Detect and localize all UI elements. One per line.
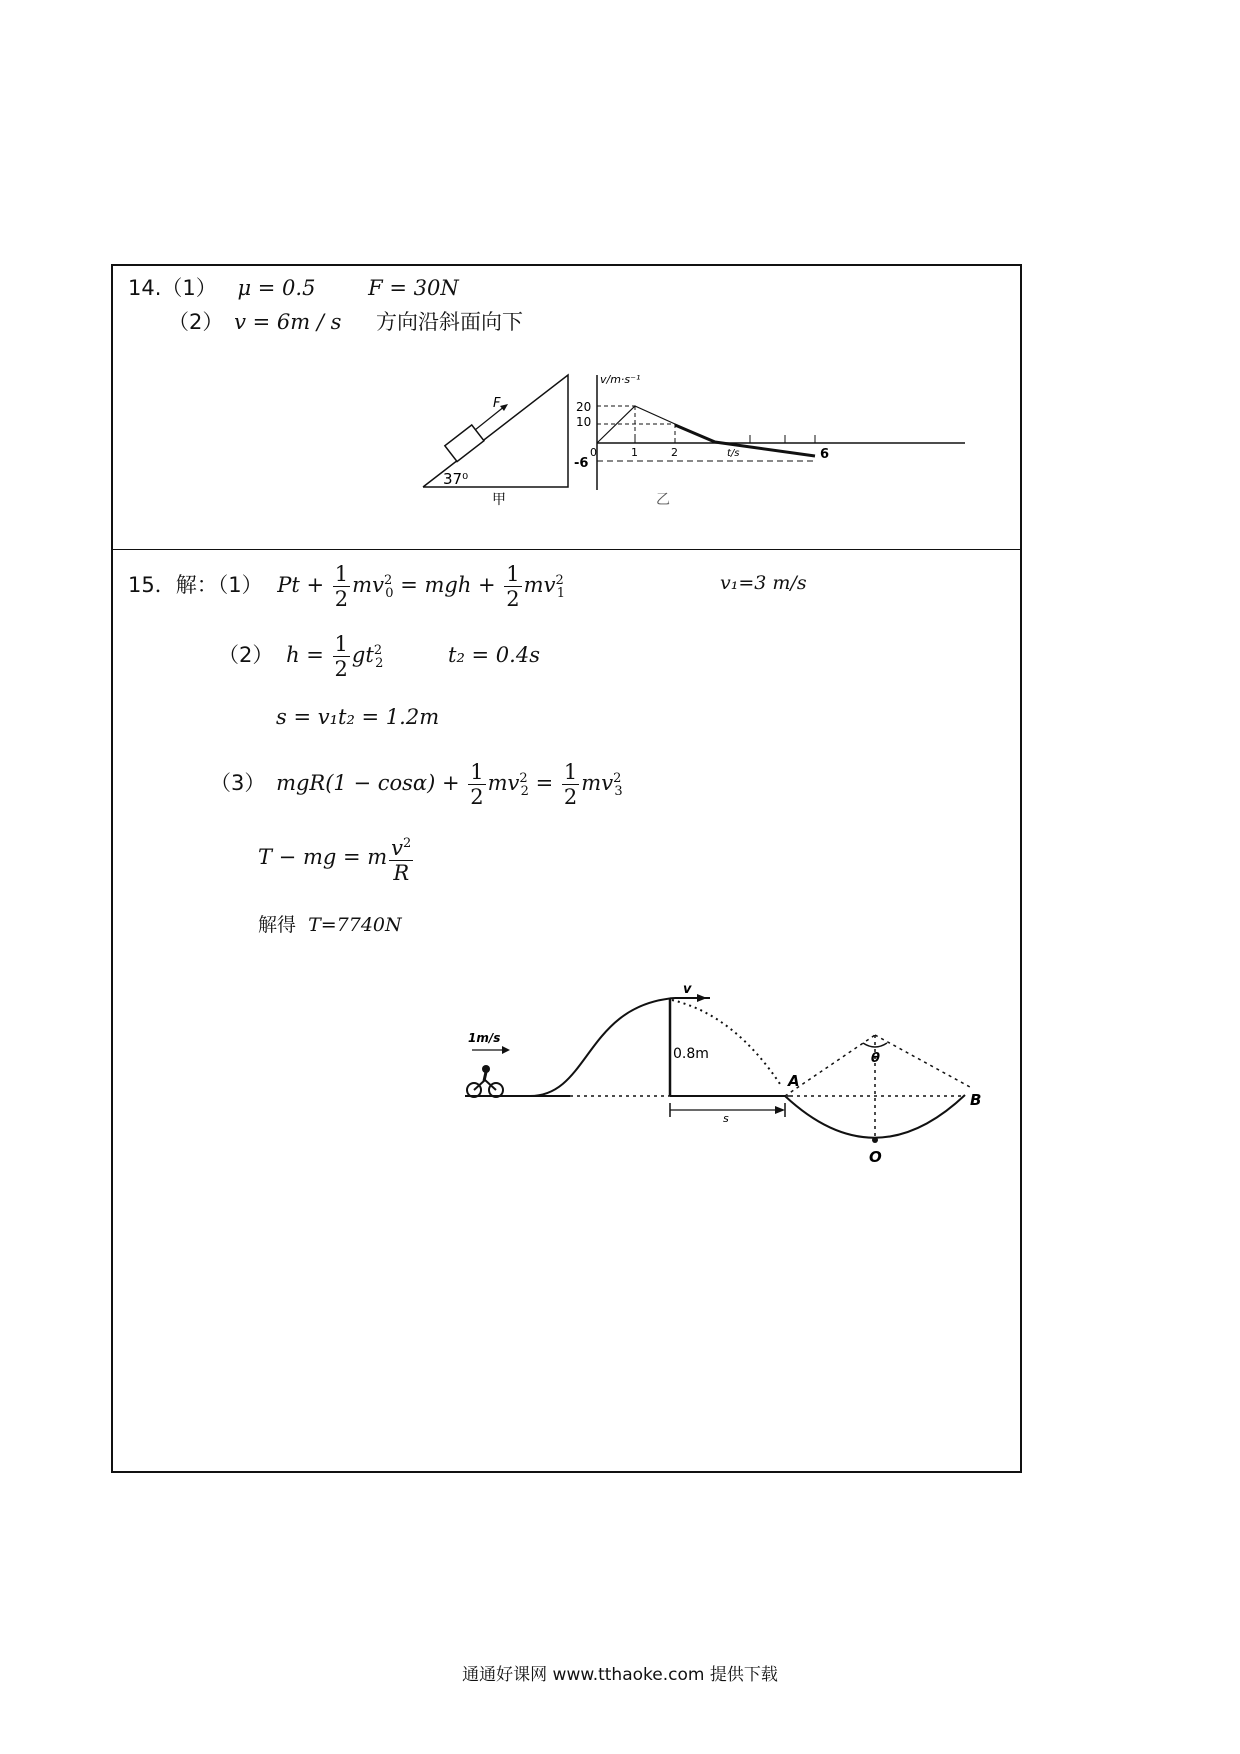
q15-answer-line [258, 910, 402, 937]
incline-figure [420, 370, 580, 510]
ramp-curve [530, 998, 675, 1096]
q14-label: 14.（1） [128, 276, 217, 300]
vt-tick-0: 0 [590, 446, 597, 459]
vt-tick-20: 20 [576, 400, 592, 414]
fraction-half: $\frac{1}{2}$ [334, 632, 348, 681]
track-s-label: s [723, 1112, 729, 1125]
track-figure [460, 975, 1020, 1190]
track-v-label: v [683, 982, 692, 997]
vt-tick-x6: 6 [820, 447, 830, 462]
vt-graph [570, 370, 970, 510]
q15-t2-result: t₂ = 0.4s [448, 643, 540, 667]
projectile-path [672, 1000, 782, 1087]
incline-angle-label: 37⁰ [443, 470, 469, 488]
vt-x-axis-label: t/s [727, 448, 740, 459]
point-b-label: B [970, 1091, 982, 1109]
q15-eq4-lhs: T − mg = m [258, 845, 388, 869]
vt-caption: 乙 [656, 492, 670, 508]
q15-s-result: s = v₁t₂ = 1.2m [276, 705, 440, 729]
incline-force-label: F [493, 396, 501, 411]
q15-eq1-mid: = mgh + [393, 573, 503, 597]
track-height-label: 0.8m [673, 1046, 709, 1062]
q15-eq3-mid: = [528, 771, 560, 795]
q15-v1-result: v₁=3 m/s [720, 572, 807, 594]
q15-answer-prefix: 解得 [258, 914, 297, 936]
point-a-label: A [788, 1072, 800, 1090]
q15-label: 15．解：（1） [128, 573, 263, 597]
vt-line-thick [675, 425, 815, 456]
vt-tick-x1: 1 [631, 446, 638, 459]
arc-track [785, 1095, 965, 1138]
incline-caption: 甲 [492, 492, 506, 508]
q15-line2: （2） h = $\frac{1}{2}$ $gt^2_2$ [218, 632, 384, 681]
q14-line2 [168, 306, 523, 336]
theta-label: θ [871, 1051, 880, 1066]
q15-line4 [258, 832, 415, 885]
fraction-half: $\frac{1}{2}$ [470, 760, 484, 809]
q14-line1 [128, 272, 459, 302]
fraction-v2-over-r: $\frac{v^2}{R}$ [389, 832, 413, 885]
q15-eq2: h = [286, 643, 331, 667]
footer-credit: 通通好课网 www.tthaoke.com 提供下载 [462, 1665, 778, 1685]
fraction-half: $\frac{1}{2}$ [563, 760, 578, 809]
vt-tick-x2: 2 [671, 446, 678, 459]
vt-tick-10: 10 [576, 415, 592, 429]
q15-answer: T=7740N [308, 914, 402, 936]
fraction-half: $\frac{1}{2}$ [506, 562, 520, 611]
q15-eq1-lhs: Pt + [277, 573, 331, 597]
cyclist-icon [467, 1065, 503, 1097]
fraction-half: $\frac{1}{2}$ [334, 562, 349, 611]
q15-line3: （3） mgR(1 − cosα) + $\frac{1}{2}$ $mv^2_2$ = $\frac{1}{2}$ $mv^2_3$ [210, 760, 623, 809]
q14-velocity: v = 6m / s [234, 310, 342, 334]
q15-eq3-lhs: mgR(1 − cosα) + [276, 771, 467, 795]
vt-y-axis-label: v/m·s⁻¹ [600, 373, 641, 386]
q14-direction: 方向沿斜面向下 [376, 310, 524, 334]
q15-line1: 15．解：（1） Pt + $\frac{1}{2}$ $mv^2_0$ = mgh + $\frac{1}{2}$ $mv^2_1$ [128, 562, 566, 611]
q14-force: F = 30N [368, 276, 459, 300]
point-o-label: O [869, 1148, 882, 1166]
q14-mu: μ = 0.5 [237, 276, 316, 300]
vt-tick-neg6: -6 [574, 456, 589, 471]
q15-part3-label: （3） [210, 771, 266, 795]
speed-label: 1m/s [468, 1031, 501, 1045]
q14-part2-label: （2） [168, 310, 224, 334]
q15-part2-label: （2） [218, 643, 274, 667]
